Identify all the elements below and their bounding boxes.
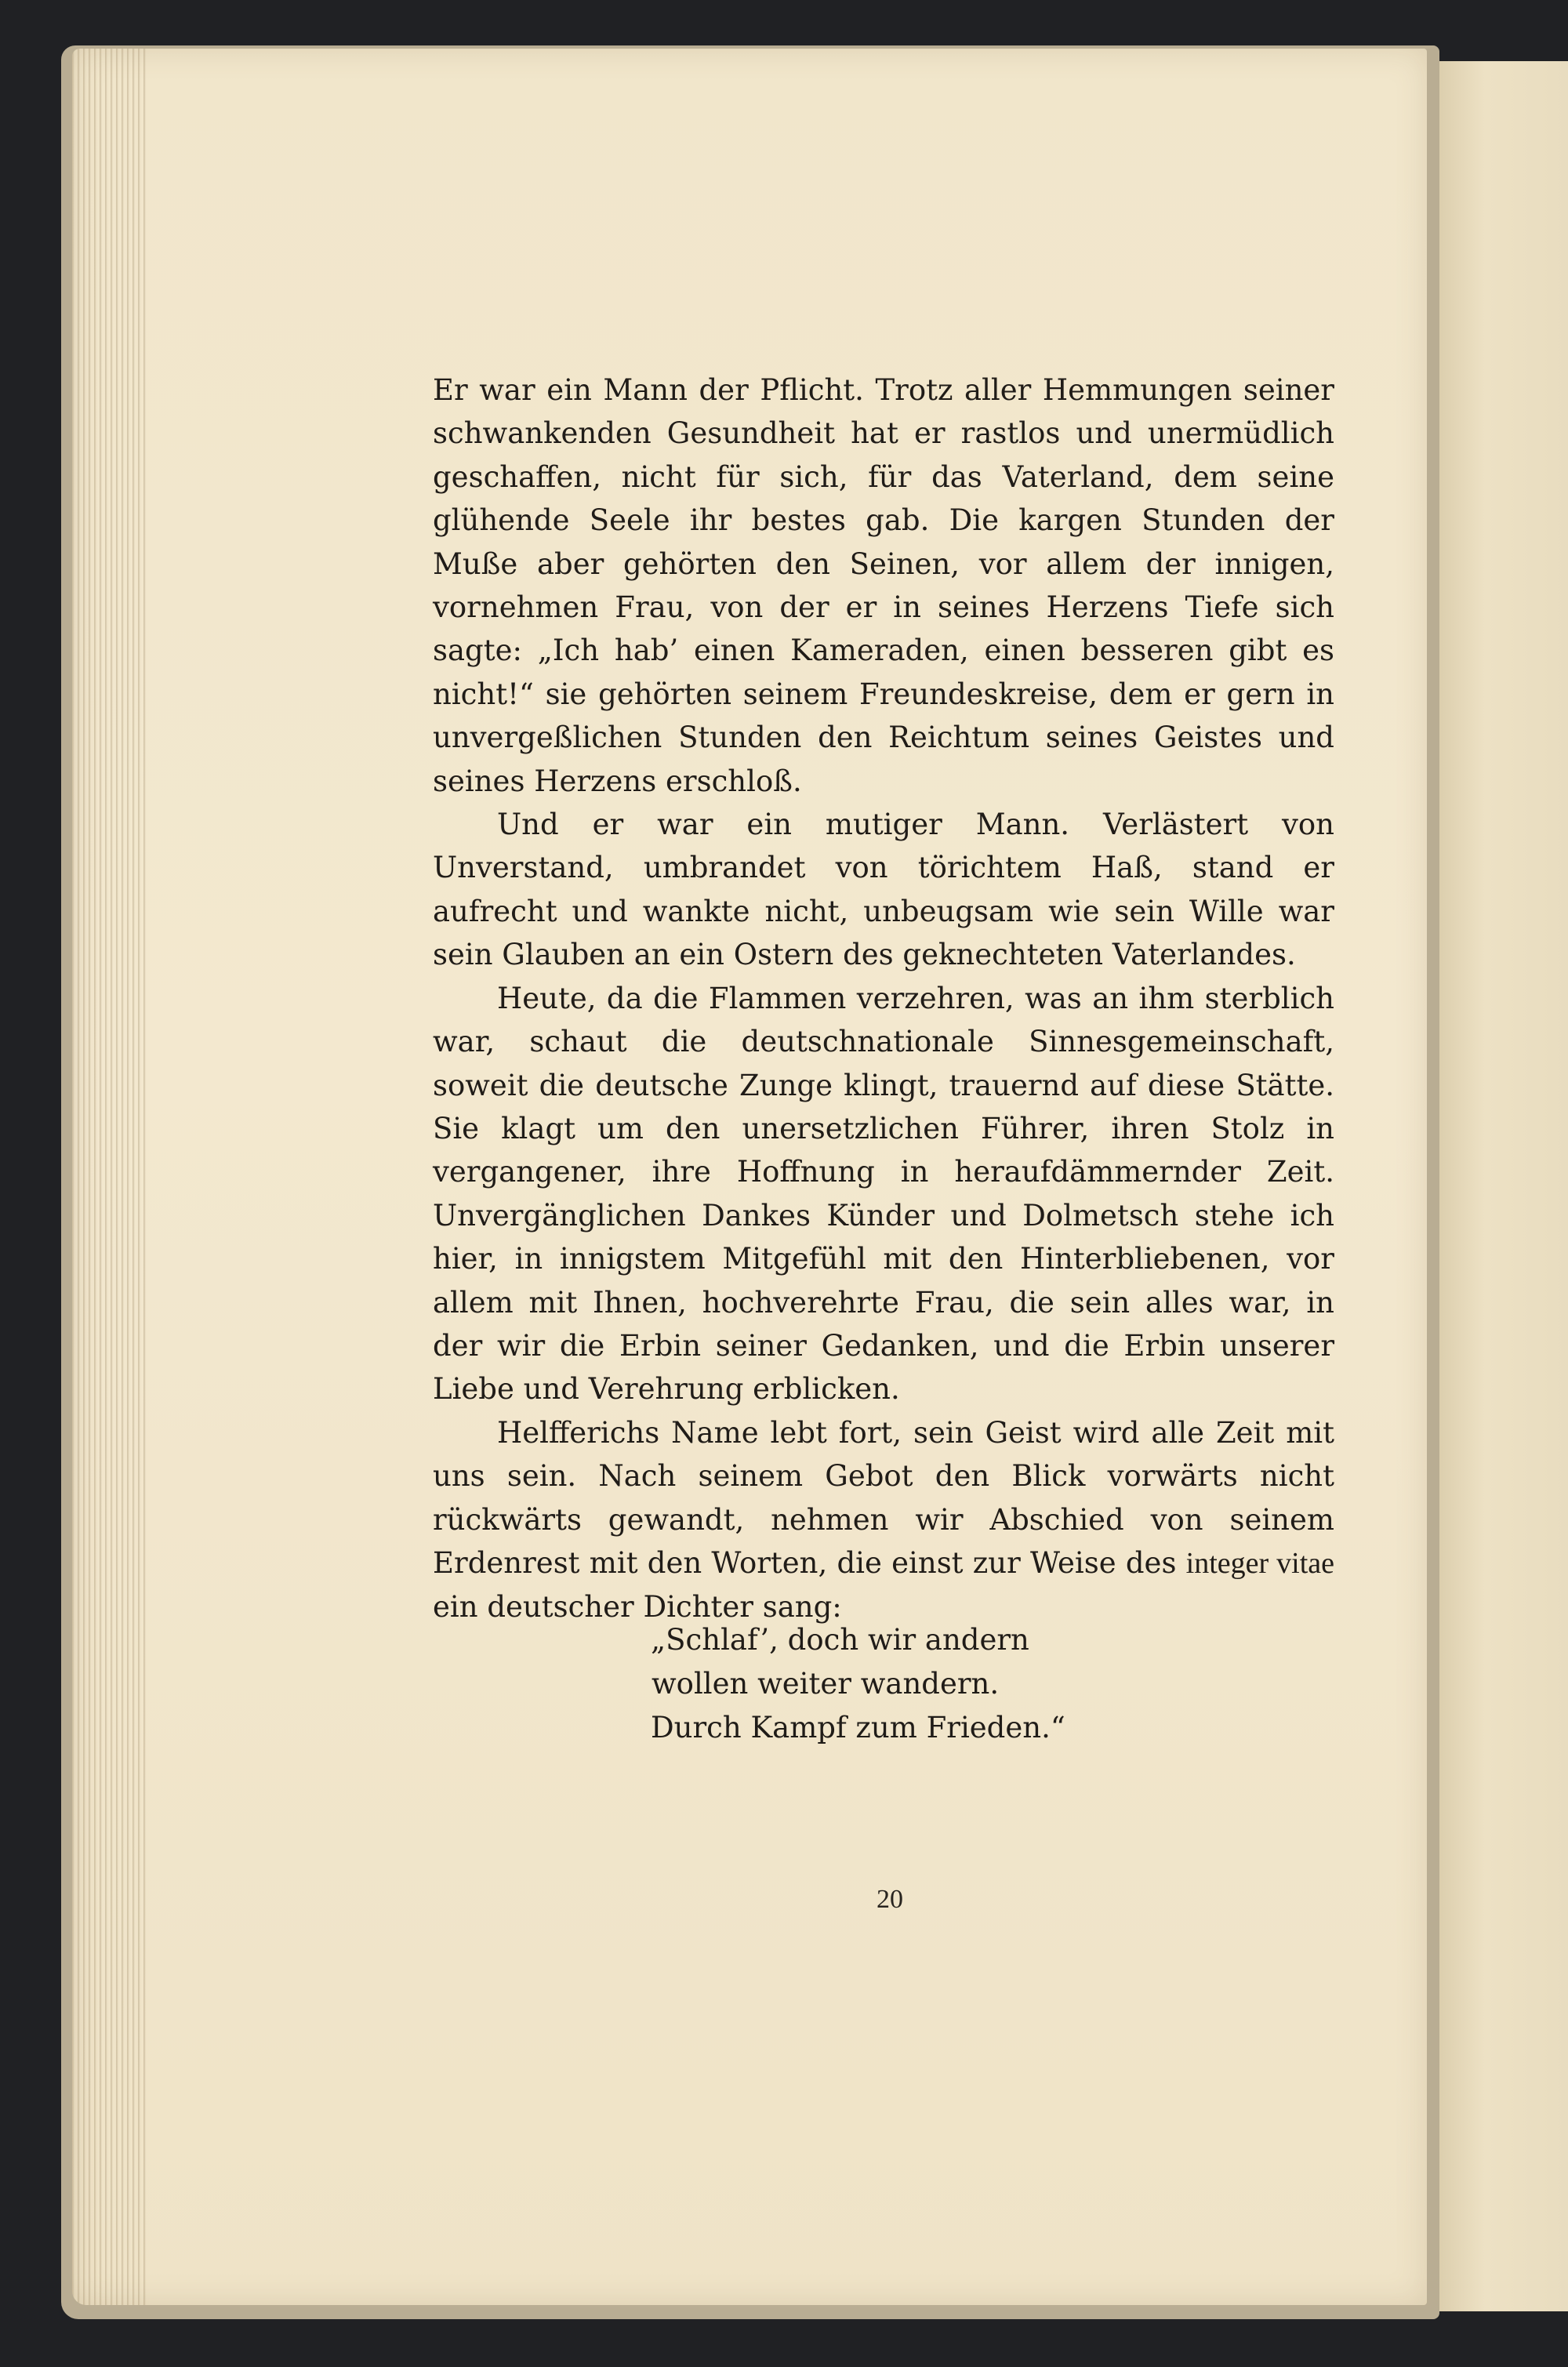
paragraph-farewell: [433, 1411, 1334, 1629]
verse-line: „Schlaf’, doch wir andern: [651, 1623, 1029, 1657]
farewell-text-end: ein deutscher Dichter sang:: [433, 1590, 842, 1625]
verse-line: Durch Kampf zum Frieden.“: [651, 1711, 1065, 1744]
verse-block: [651, 1618, 1200, 1750]
paragraph-courage: Und er war ein mutiger Mann. Verlästert von Unverstand, umbrandet von törichtem Haß, stand er aufrecht und wankte nicht, unbeugsam wie sein Wille war sein Glauben an ein Ostern des geknechteten Vaterlandes.: [433, 808, 1334, 972]
page-number: 20: [877, 1885, 903, 1914]
latin-phrase: integer vitae: [1185, 1546, 1334, 1580]
next-page-edge: [1425, 61, 1568, 2311]
paragraph-mourning: Heute, da die Flammen verzehren, was an ihm sterblich war, schaut die deutschnationale Sinnesgemeinschaft, soweit die deutsche Zunge klingt, trauernd auf diese Stätte. Sie klagt um den unersetzlichen Führer, ihren Stolz in vergangener, ihre Hoffnung in heraufdämmernder Zeit. Unvergänglichen Dankes Künder und Dolmetsch stehe ich hier, in innigstem Mitgefühl mit den Hinterbliebenen, vor allem mit Ihnen, hochverehrte Frau, die sein alles war, in der wir die Erbin seiner Gedanken, und die Erbin unserer Liebe und Verehrung erblicken.: [433, 981, 1334, 1407]
verse-line: wollen weiter wandern.: [652, 1667, 1000, 1701]
page-deckle-edge: [72, 49, 147, 2305]
body-text: [433, 368, 1334, 1629]
paragraph-duty: Er war ein Mann der Pflicht. Trotz aller Hemmungen seiner schwankenden Gesundheit hat er rastlos und unermüdlich geschaffen, nicht für sich, für das Vaterland, dem seine glühende Seele ihr bestes gab. Die kargen Stunden der Muße aber gehörten den Seinen, vor allem der innigen, vornehmen Frau, von der er in seines Herzens Tiefe sich sagte: „Ich hab’ einen Kameraden, einen besseren gibt es nicht!“ sie gehörten seinem Freundeskreise, dem er gern in unvergeßlichen Stunden den Reichtum seines Geistes und seines Herzens erschloß.: [433, 373, 1334, 798]
farewell-text-start: Helfferichs Name lebt fort, sein Geist wird alle Zeit mit uns sein. Nach seinem Gebot den Blick vorwärts nicht rückwärts gewandt, nehmen wir Abschied von seinem Erdenrest mit den Worten, die einst zur Weise des: [433, 1415, 1334, 1580]
